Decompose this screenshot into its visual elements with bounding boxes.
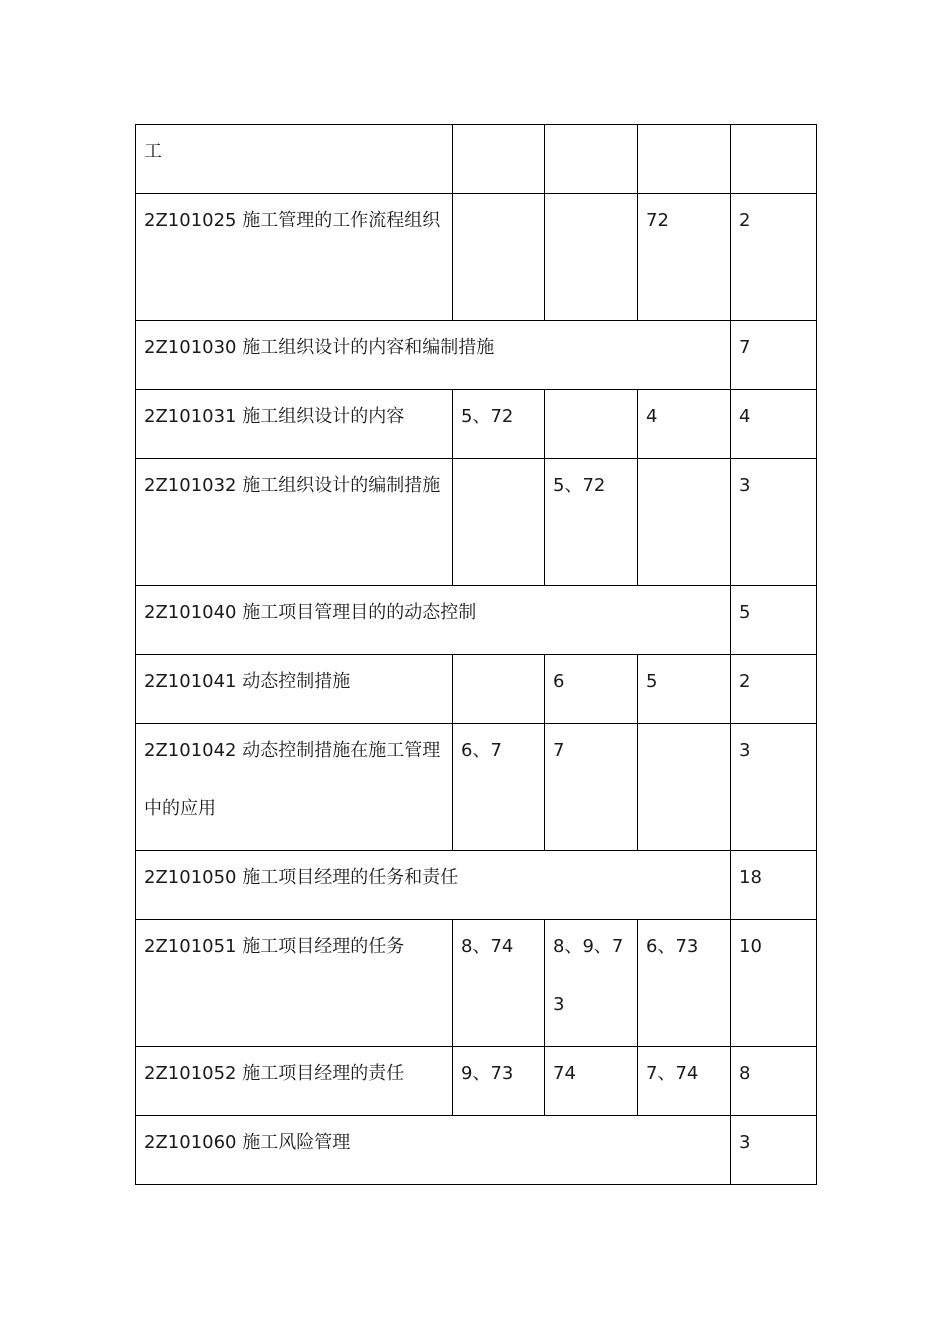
- score-cell: [453, 194, 545, 321]
- topic-cell: 2Z101031 施工组织设计的内容: [136, 390, 453, 459]
- table-row: [136, 390, 817, 459]
- score-cell: 7: [545, 724, 638, 851]
- topic-cell: 2Z101042 动态控制措施在施工管理中的应用: [136, 724, 453, 851]
- score-cell: [453, 655, 545, 724]
- score-cell: [453, 125, 545, 194]
- table-row: [136, 920, 817, 1047]
- score-cell: [545, 390, 638, 459]
- score-cell: [453, 459, 545, 586]
- total-cell: 8: [731, 1047, 817, 1116]
- total-cell: 3: [731, 1116, 817, 1185]
- section-row: [136, 1116, 817, 1185]
- score-cell: [545, 125, 638, 194]
- topic-cell: 2Z101041 动态控制措施: [136, 655, 453, 724]
- score-cell: 8、74: [453, 920, 545, 1047]
- table-row: [136, 194, 817, 321]
- table-row: [136, 655, 817, 724]
- total-cell: 2: [731, 194, 817, 321]
- section-topic-cell: 2Z101050 施工项目经理的任务和责任: [136, 851, 731, 920]
- score-cell: 5、72: [453, 390, 545, 459]
- section-row: [136, 851, 817, 920]
- syllabus-table: [135, 124, 817, 1185]
- total-cell: 3: [731, 459, 817, 586]
- score-cell: 6、7: [453, 724, 545, 851]
- score-cell: [638, 724, 731, 851]
- score-cell: 9、73: [453, 1047, 545, 1116]
- table-row: [136, 724, 817, 851]
- table-row: [136, 125, 817, 194]
- score-cell: [638, 125, 731, 194]
- score-cell: 5、72: [545, 459, 638, 586]
- topic-cell: 2Z101052 施工项目经理的责任: [136, 1047, 453, 1116]
- score-cell: 6: [545, 655, 638, 724]
- total-cell: 2: [731, 655, 817, 724]
- score-cell: 4: [638, 390, 731, 459]
- score-cell: 72: [638, 194, 731, 321]
- score-cell: [545, 194, 638, 321]
- section-topic-cell: 2Z101060 施工风险管理: [136, 1116, 731, 1185]
- score-cell: 74: [545, 1047, 638, 1116]
- score-cell: [638, 459, 731, 586]
- topic-cell: 2Z101051 施工项目经理的任务: [136, 920, 453, 1047]
- score-cell: 6、73: [638, 920, 731, 1047]
- topic-cell: 2Z101032 施工组织设计的编制措施: [136, 459, 453, 586]
- section-row: [136, 321, 817, 390]
- section-row: [136, 586, 817, 655]
- total-cell: 7: [731, 321, 817, 390]
- score-cell: 8、9、73: [545, 920, 638, 1047]
- total-cell: 4: [731, 390, 817, 459]
- score-cell: 5: [638, 655, 731, 724]
- section-topic-cell: 2Z101030 施工组织设计的内容和编制措施: [136, 321, 731, 390]
- total-cell: 5: [731, 586, 817, 655]
- table-row: [136, 1047, 817, 1116]
- total-cell: 3: [731, 724, 817, 851]
- topic-cell: 2Z101025 施工管理的工作流程组织: [136, 194, 453, 321]
- topic-cell: 工: [136, 125, 453, 194]
- section-topic-cell: 2Z101040 施工项目管理目的的动态控制: [136, 586, 731, 655]
- total-cell: [731, 125, 817, 194]
- table-row: [136, 459, 817, 586]
- total-cell: 10: [731, 920, 817, 1047]
- score-cell: 7、74: [638, 1047, 731, 1116]
- total-cell: 18: [731, 851, 817, 920]
